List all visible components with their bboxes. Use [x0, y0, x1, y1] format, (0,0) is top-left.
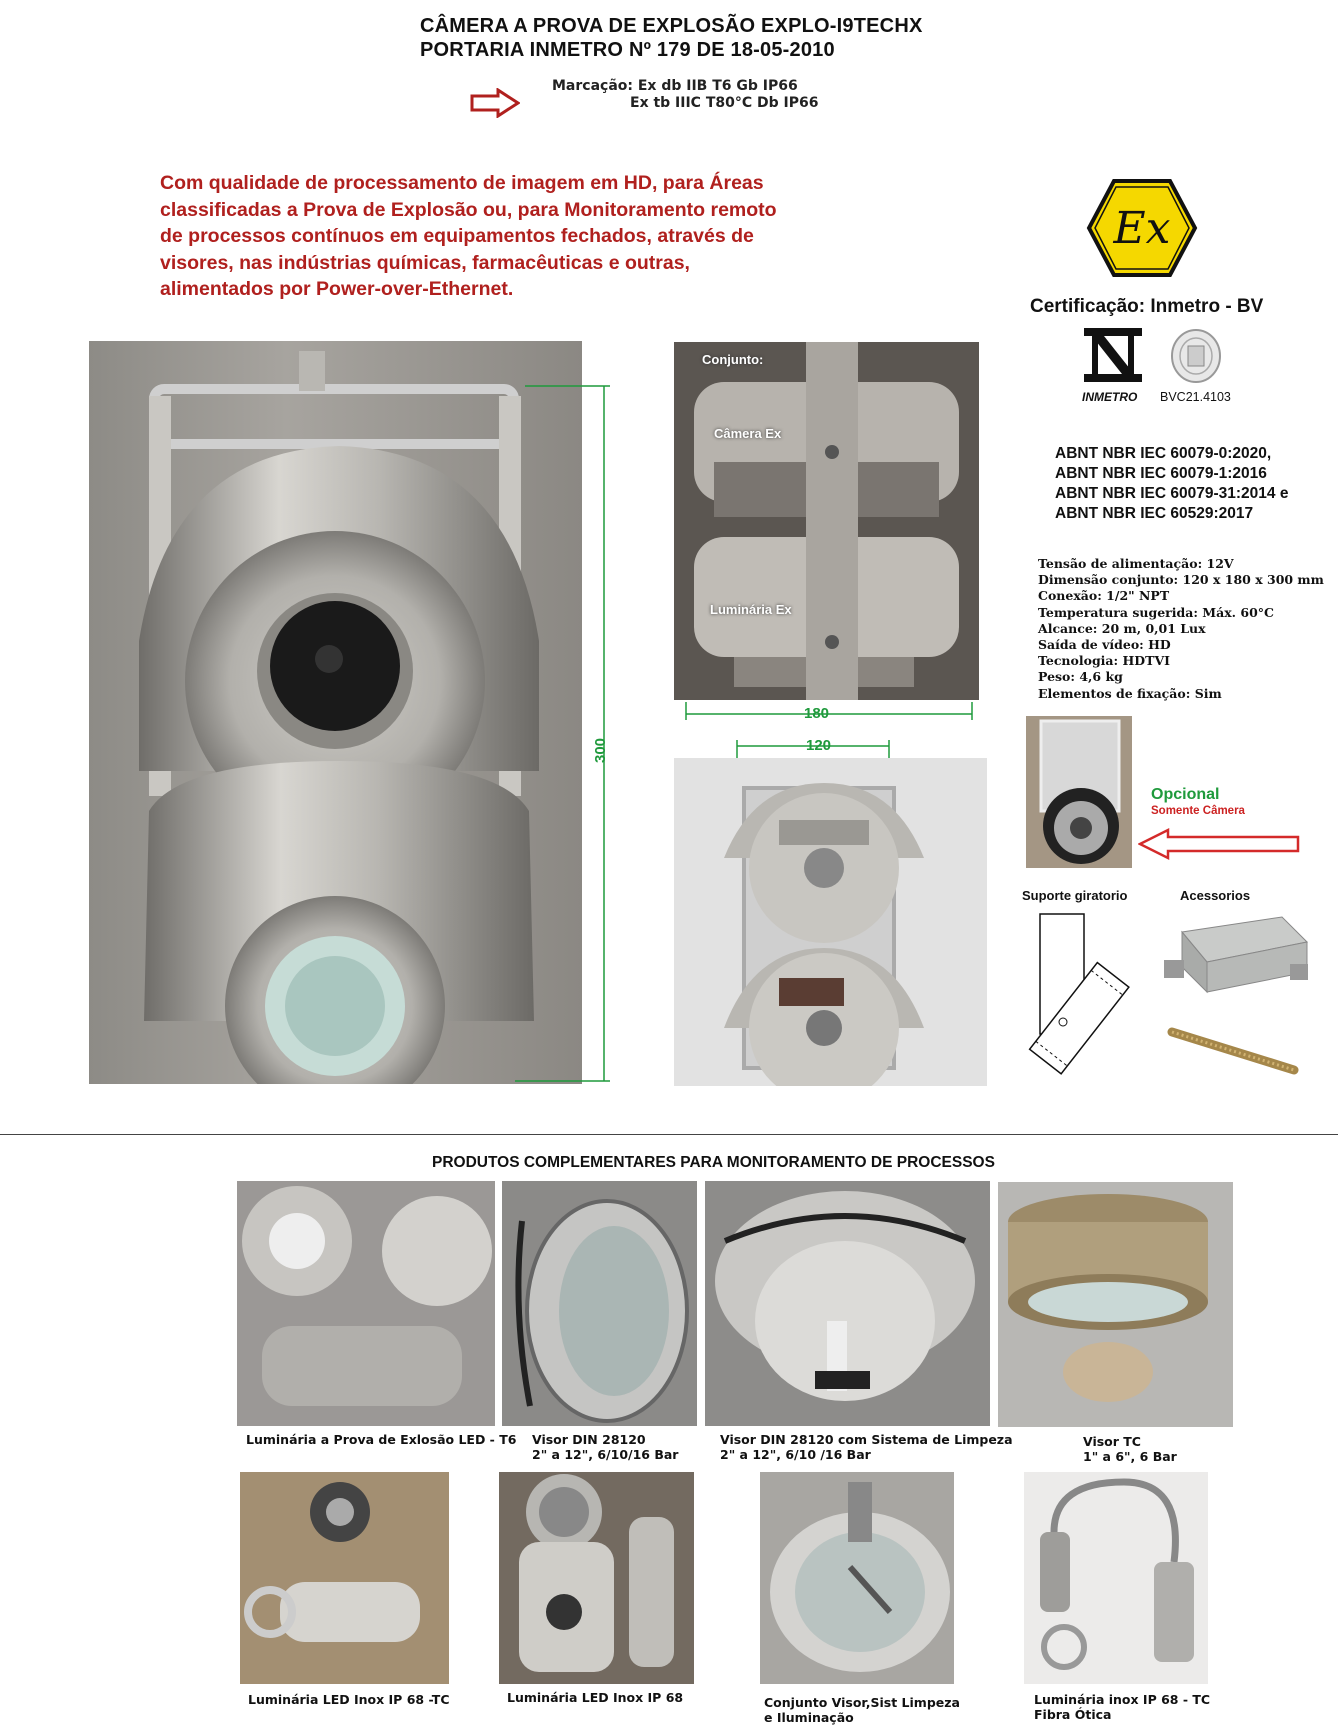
product-illustration: [760, 1472, 954, 1684]
product-caption: Luminária inox IP 68 - TC Fibra Ótica: [1034, 1692, 1211, 1722]
assembly-camera-label: Câmera Ex: [714, 426, 782, 441]
product-caption: Luminária a Prova de Exlosão LED - T6: [246, 1432, 517, 1447]
marking-line-2: Ex tb IIIC T80°C Db IP66: [630, 95, 819, 111]
swivel-support-label: Suporte giratorio: [1022, 888, 1128, 903]
optional-support-photo: [1026, 716, 1132, 868]
height-dimension-label: 300: [592, 737, 610, 764]
spec-item: Tecnologia: HDTVI: [1038, 653, 1170, 669]
height-dimension-line: [515, 378, 615, 1086]
ex-symbol-text: Ex: [1113, 203, 1171, 254]
bureau-veritas-seal: [1170, 328, 1222, 384]
section-divider: [0, 1134, 1338, 1135]
spec-item: Elementos de fixação: Sim: [1038, 685, 1222, 701]
product-photo-din-sight-glass: [502, 1181, 697, 1426]
title-line-2: PORTARIA INMETRO Nº 179 DE 18-05-2010: [420, 39, 835, 61]
spec-item: Tensão de alimentação: 12V: [1038, 556, 1234, 571]
product-illustration: [705, 1181, 990, 1426]
front-view-illustration: [674, 758, 987, 1086]
standards-list: [1055, 444, 1288, 524]
optional-sub-label: Somente Câmera: [1151, 805, 1245, 817]
product-photo-led-inox: [499, 1472, 694, 1684]
spec-item: Alcance: 20 m, 0,01 Lux: [1038, 620, 1206, 636]
product-illustration: [499, 1472, 694, 1684]
marking-line-1: Marcação: Ex db IIB T6 Gb IP66: [552, 78, 798, 94]
assembly-photo: [674, 342, 979, 700]
marking-text: [552, 78, 818, 112]
product-illustration: [998, 1182, 1233, 1427]
spec-item: Conexão: 1/2" NPT: [1038, 588, 1170, 604]
spec-item: Dimensão conjunto: 120 x 180 x 300 mm: [1038, 572, 1324, 588]
inmetro-label: INMETRO: [1082, 390, 1138, 404]
arrow-right-icon: [470, 88, 520, 118]
accessories-label: Acessorios: [1180, 888, 1251, 903]
ex-hexagon-icon: [1086, 178, 1198, 278]
front-view-photo: [674, 758, 987, 1086]
document-title: [420, 14, 923, 62]
optional-label: Opcional: [1151, 786, 1220, 803]
product-caption: Visor DIN 28120 2" a 12", 6/10/16 Bar: [532, 1432, 679, 1462]
spec-item: Temperatura sugerida: Máx. 60°C: [1038, 604, 1274, 620]
standard-item: ABNT NBR IEC 60079-1:2016: [1055, 465, 1267, 482]
product-caption: Conjunto Visor,Sist Limpeza e Iluminação: [764, 1695, 960, 1725]
intro-paragraph: Com qualidade de processamento de imagem em HD, para Áreas classificadas a Prova de Explosão ou, para Monitoramento remoto de processos contínuos em equipamentos fechados, através de visores, nas indústrias químicas, farmacêuticas e outras, alimentados por Power-over-Ethernet.: [160, 172, 777, 300]
standard-item: ABNT NBR IEC 60529:2017: [1055, 505, 1254, 522]
product-photo-led-inox-tc: [240, 1472, 449, 1684]
inmetro-logo: [1082, 326, 1144, 384]
swivel-support-drawing: [1010, 910, 1140, 1080]
bv-certificate-number: BVC21.4103: [1160, 390, 1231, 404]
product-illustration: [237, 1181, 495, 1426]
product-caption: Luminária LED Inox IP 68: [507, 1690, 684, 1705]
certification-title: Certificação: Inmetro - BV: [1030, 296, 1264, 317]
arrow-left-icon: [1138, 826, 1302, 862]
product-photo-led-luminaire: [237, 1181, 495, 1426]
product-illustration: [1024, 1472, 1208, 1684]
product-photo-sight-glass-assembly: [760, 1472, 954, 1684]
product-illustration: [240, 1472, 449, 1684]
specs-list: [1038, 556, 1324, 702]
assembly-luminaire-label: Luminária Ex: [710, 602, 792, 617]
width-dimension-label: 180: [804, 705, 830, 722]
title-line-1: CÂMERA A PROVA DE EXPLOSÃO EXPLO-I9TECHX: [420, 15, 923, 37]
depth-dimension-label: 120: [806, 737, 832, 754]
spec-item: Peso: 4,6 kg: [1038, 669, 1123, 685]
optional-camera-illustration: [1026, 716, 1132, 868]
standard-item: ABNT NBR IEC 60079-31:2014 e: [1055, 485, 1289, 502]
product-caption: Visor DIN 28120 com Sistema de Limpeza 2" a 12", 6/10 /16 Bar: [720, 1432, 1013, 1462]
product-photo-din-sight-glass-cleaning: [705, 1181, 990, 1426]
assembly-illustration: [674, 342, 979, 700]
product-caption: Visor TC 1" a 6", 6 Bar: [1083, 1434, 1177, 1464]
camera-illustration: [89, 341, 582, 1084]
main-camera-photo: [89, 341, 582, 1084]
product-photo-tc-sight-glass: [998, 1182, 1233, 1427]
product-illustration: [502, 1181, 697, 1426]
flexible-conduit-image: [1164, 1024, 1304, 1080]
standard-item: ABNT NBR IEC 60079-0:2020,: [1055, 445, 1272, 462]
junction-box-image: [1162, 912, 1310, 1002]
assembly-title: Conjunto:: [702, 352, 764, 367]
spec-item: Saída de vídeo: HD: [1038, 637, 1171, 653]
product-photo-fiber-optic-luminaire: [1024, 1472, 1208, 1684]
section-title: PRODUTOS COMPLEMENTARES PARA MONITORAMENTO DE PROCESSOS: [432, 1154, 995, 1171]
product-caption: Luminária LED Inox IP 68 -TC: [248, 1692, 450, 1707]
